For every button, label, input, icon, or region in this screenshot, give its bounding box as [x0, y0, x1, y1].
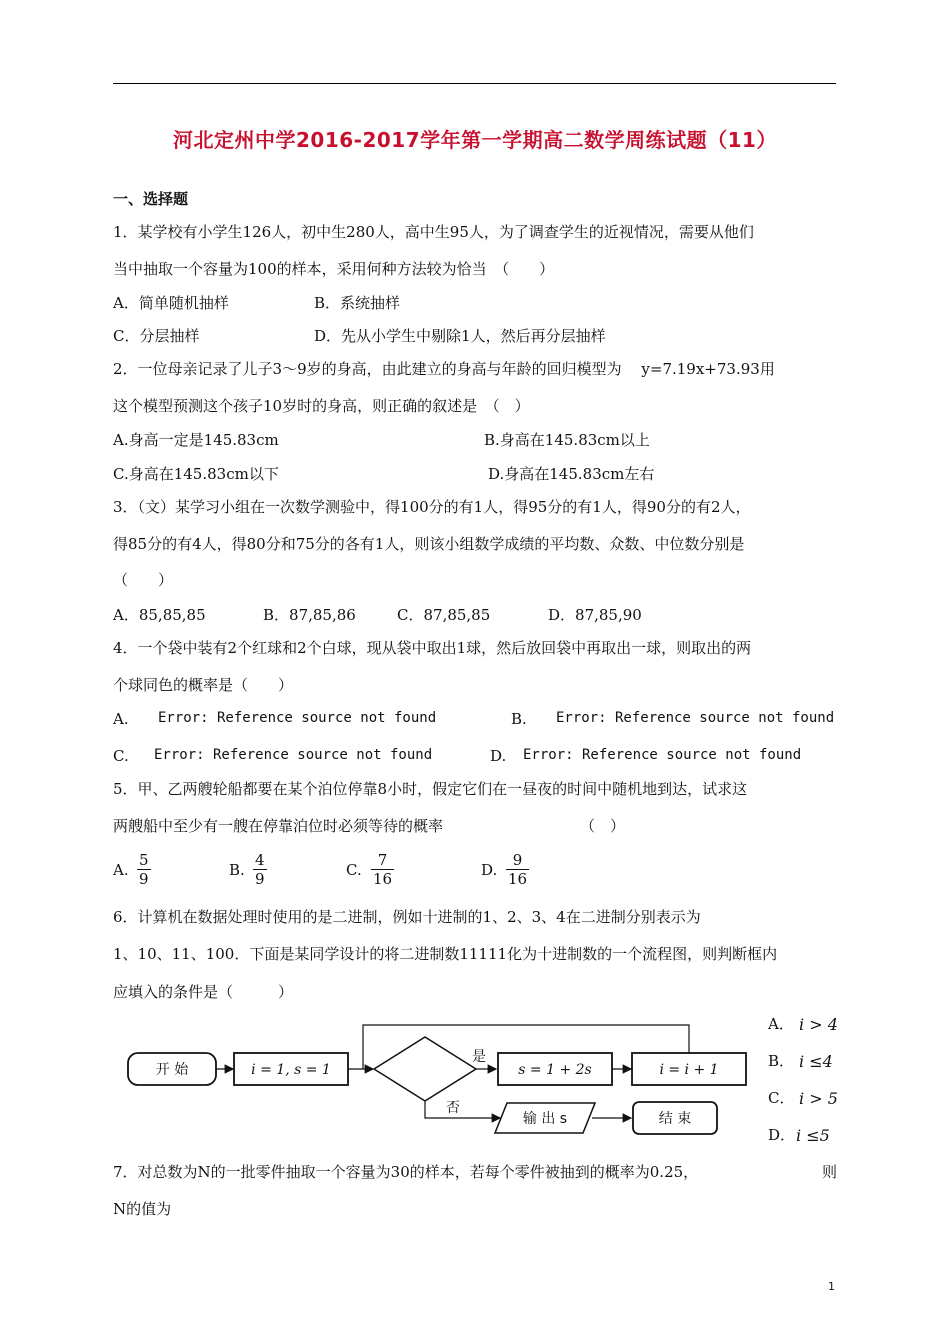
flow-update-i-label: i = i + 1: [659, 1062, 719, 1078]
q5-answer-paren: （ ）: [580, 817, 626, 835]
flow-no-label: 否: [446, 1100, 460, 1116]
flow-output-label: 输 出 s: [522, 1111, 568, 1127]
flow-init-label: i = 1, s = 1: [251, 1062, 331, 1078]
q1-line1: 1．某学校有小学生126人，初中生280人，高中生95人，为了调查学生的近视情况，需要从他们: [113, 223, 754, 241]
q1-line2: 当中抽取一个容量为100的样本，采用何种方法较为恰当 （ ）: [113, 260, 555, 278]
q6-option-a: i > 4: [799, 1015, 838, 1034]
q7-line1: 7．对总数为N的一批零件抽取一个容量为30的样本，若每个零件被抽到的概率为0.25，: [113, 1163, 699, 1181]
q5-option-b-fraction: [253, 851, 267, 888]
q4-option-b-label: B.: [511, 710, 527, 728]
q2-option-c: C.身高在145.83cm以下: [113, 465, 279, 483]
header-rule: [113, 83, 836, 84]
q1-option-c: C．分层抽样: [113, 327, 200, 345]
q3-option-d: D．87,85,90: [548, 606, 642, 624]
q3-option-b: B．87,85,86: [263, 606, 356, 624]
q6-line3: 应填入的条件是（ ）: [113, 983, 294, 1001]
flow-yes-label: 是: [472, 1049, 486, 1065]
q5-option-d-label: D.: [481, 861, 498, 879]
flowchart: [120, 1015, 760, 1145]
q6-option-d-label: D．: [768, 1126, 796, 1144]
q5-option-c-numerator: 7: [371, 851, 394, 870]
q5-option-a-fraction: [137, 851, 151, 888]
page-number: 1: [828, 1280, 835, 1293]
q5-line2: 两艘船中至少有一艘在停靠泊位时必须等待的概率: [113, 817, 444, 835]
q4-option-a-label: A.: [113, 710, 129, 728]
q5-option-c-label: C.: [346, 861, 362, 879]
q4-line1: 4．一个袋中装有2个红球和2个白球，现从袋中取出1球，然后放回袋中再取出一球，则取出的两: [113, 639, 752, 657]
q2-option-a: A.身高一定是145.83cm: [113, 431, 279, 449]
q5-line1: 5．甲、乙两艘轮船都要在某个泊位停靠8小时，假定它们在一昼夜的时间中随机地到达，试求这: [113, 780, 748, 798]
q3-option-a: A．85,85,85: [113, 606, 206, 624]
q5-option-b-numerator: 4: [255, 851, 265, 869]
q2-line1: 2．一位母亲记录了儿子3～9岁的身高，由此建立的身高与年龄的回归模型为 y=7.19x+73.93用: [113, 360, 775, 378]
flow-update-s-label: s = 1 + 2s: [518, 1062, 592, 1078]
q4-option-b: Error: Reference source not found: [556, 710, 835, 726]
q3-line3: （ ）: [113, 571, 174, 589]
q5-option-a-denominator: 9: [139, 870, 149, 888]
q6-option-b: i ≤4: [799, 1052, 833, 1071]
q4-option-d: Error: Reference source not found: [523, 747, 802, 763]
q1-option-a: A．简单随机抽样: [113, 294, 229, 312]
q2-option-b: B.身高在145.83cm以上: [484, 431, 650, 449]
q6-option-c: i > 5: [799, 1089, 838, 1108]
flow-end-label: 结 束: [658, 1111, 692, 1127]
q5-option-d-denominator: 16: [508, 870, 528, 888]
q4-option-d-label: D.: [490, 747, 507, 765]
q6-option-d: i ≤5: [796, 1126, 830, 1145]
q6-option-a-label: A．: [768, 1015, 794, 1033]
q6-option-b-label: B．: [768, 1052, 795, 1070]
q4-line2: 个球同色的概率是（ ）: [113, 676, 294, 694]
q5-option-d-numerator: 9: [506, 851, 529, 870]
section-heading: 一、选择题: [113, 190, 189, 208]
flow-decision-node: [374, 1037, 476, 1101]
q3-line1: 3．（文）某学习小组在一次数学测验中，得100分的有1人，得95分的有1人，得90分的有2人，: [113, 498, 751, 516]
q1-option-d: D．先从小学生中剔除1人，然后再分层抽样: [314, 327, 606, 345]
q6-option-c-label: C．: [768, 1089, 795, 1107]
flow-start-label: 开 始: [155, 1062, 189, 1078]
q6-line2: 1、10、11、100．下面是某同学设计的将二进制数11111化为十进制数的一个流程图，则判断框内: [113, 945, 778, 963]
q5-option-a-label: A.: [113, 861, 129, 879]
q2-option-d: D.身高在145.83cm左右: [488, 465, 655, 483]
q5-option-a-numerator: 5: [139, 851, 149, 869]
q3-line2: 得85分的有4人，得80分和75分的各有1人，则该小组数学成绩的平均数、众数、中位数分别是: [113, 535, 745, 553]
q2-line2: 这个模型预测这个孩子10岁时的身高，则正确的叙述是 （ ）: [113, 397, 530, 415]
q1-option-b: B．系统抽样: [314, 294, 401, 312]
flow-arrow-no: [425, 1101, 500, 1118]
q7-line2: N的值为: [113, 1200, 172, 1218]
q4-option-c: Error: Reference source not found: [154, 747, 433, 763]
page-title: 河北定州中学2016-2017学年第一学期高二数学周练试题（11）: [173, 128, 777, 152]
q5-option-c-fraction: [371, 851, 394, 888]
q4-option-a: Error: Reference source not found: [158, 710, 437, 726]
q5-option-d-fraction: [506, 851, 529, 888]
q5-option-b-denominator: 9: [255, 870, 265, 888]
q4-option-c-label: C.: [113, 747, 129, 765]
q6-line1: 6．计算机在数据处理时使用的是二进制，例如十进制的1、2、3、4在二进制分别表示为: [113, 908, 701, 926]
q7-line1-tail: 则: [822, 1163, 838, 1181]
q5-option-b-label: B.: [229, 861, 245, 879]
q3-option-c: C．87,85,85: [397, 606, 491, 624]
q5-option-c-denominator: 16: [373, 870, 393, 888]
